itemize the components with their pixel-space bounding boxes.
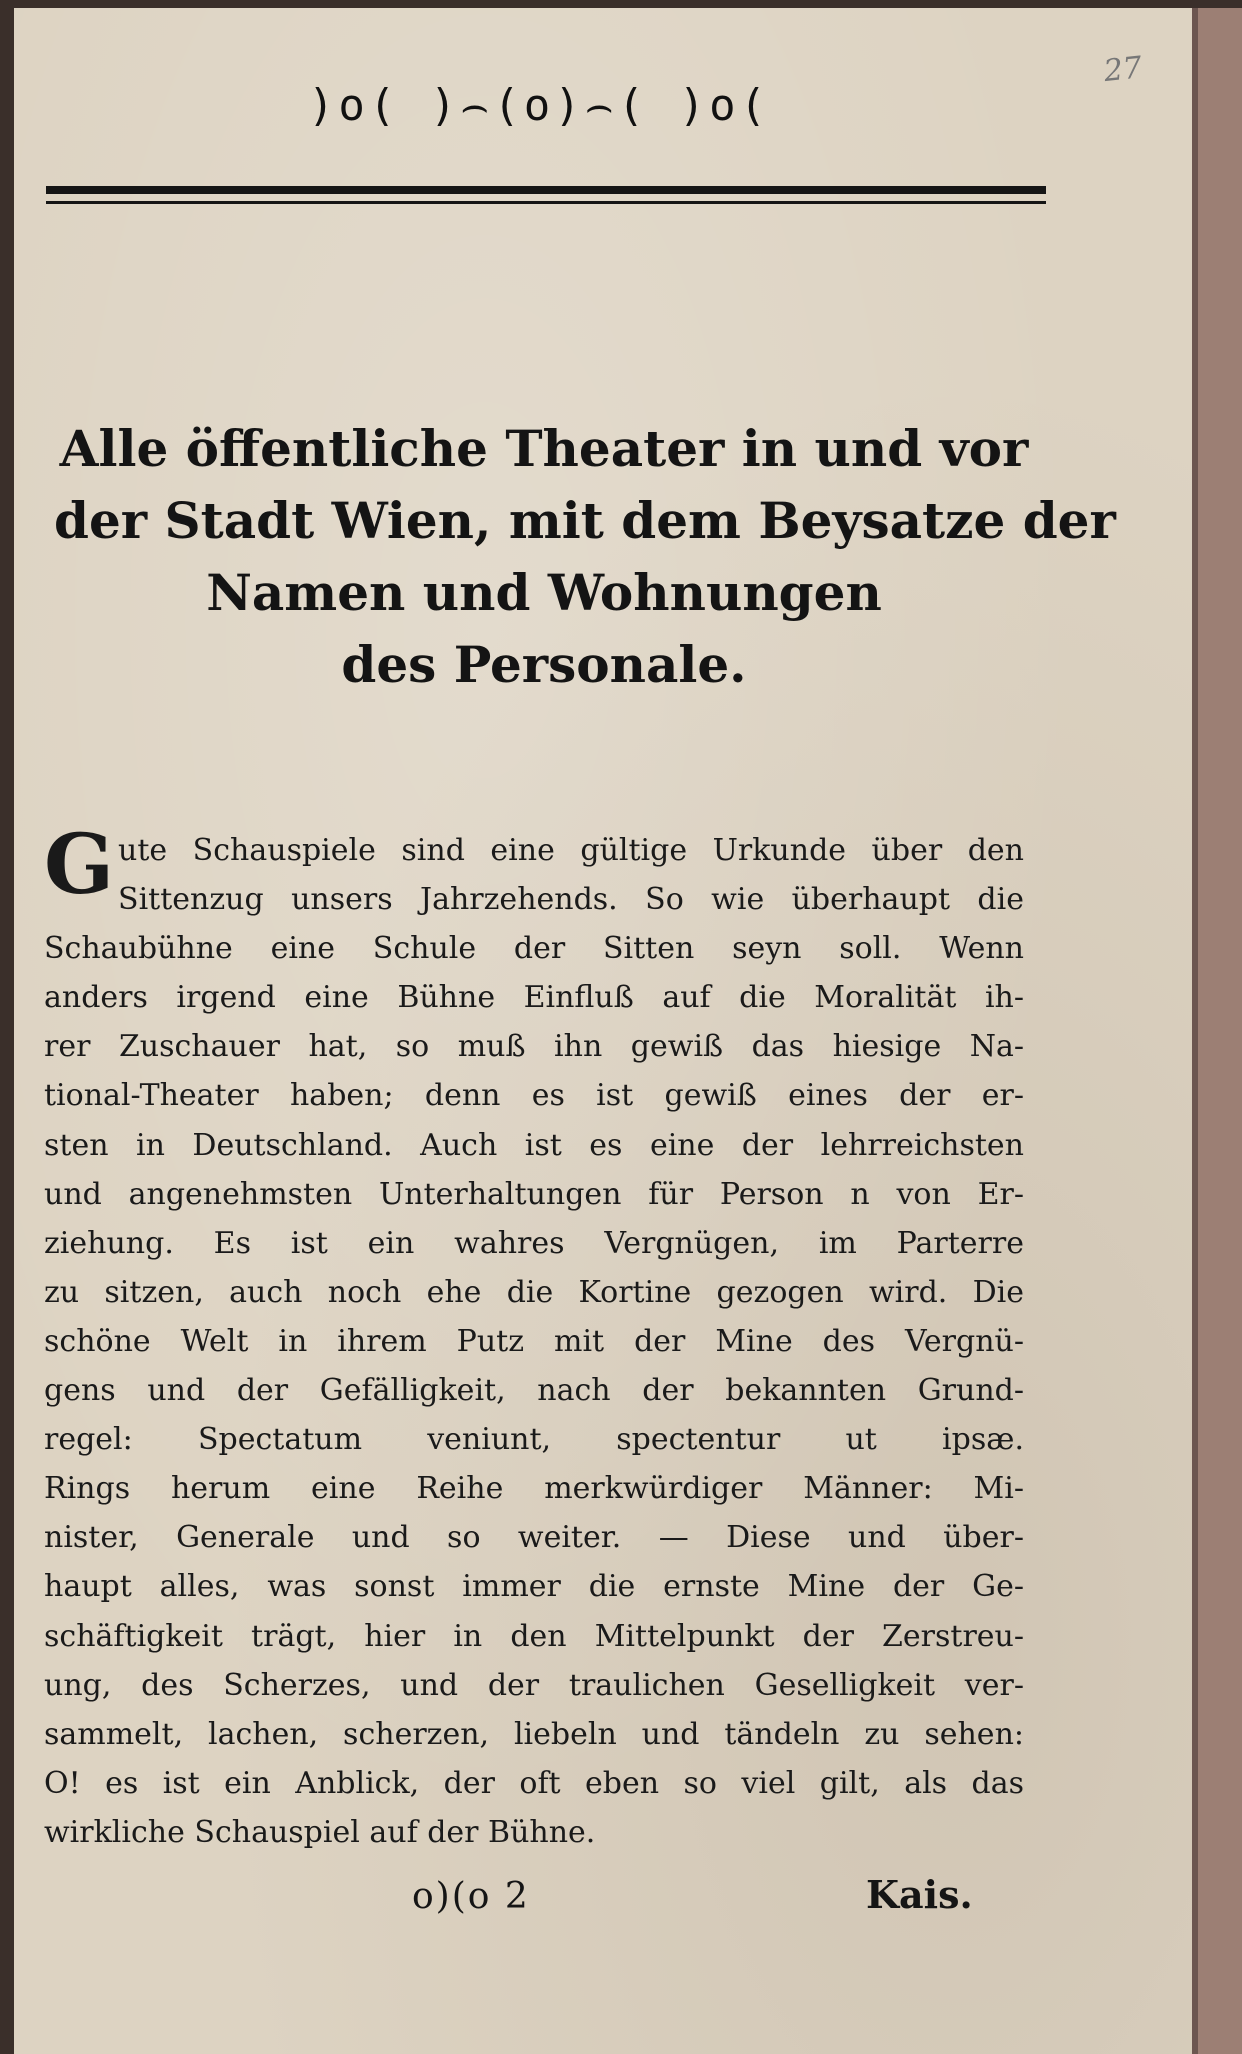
header-ornament: )o( )⌢(o)⌢( )o( (307, 80, 771, 131)
text-line: regel: Spectatum veniunt, spectentur ut ipsæ. (44, 1422, 1024, 1458)
text-line: Sittenzug unsers Jahrzehends. So wie überhaupt die (118, 882, 1024, 918)
drop-cap: G (44, 817, 115, 913)
text-line: nister, Generale und so weiter. — Diese und über- (44, 1520, 1024, 1556)
text-line: ung, des Scherzes, und der traulichen Geselligkeit ver- (44, 1667, 1024, 1703)
text-line: anders irgend eine Bühne Einfluß auf die Moralität ih- (44, 980, 1024, 1016)
handwritten-page-number: 27 (1102, 50, 1144, 90)
signature-mark: o)(o 2 (412, 1876, 530, 1917)
page-edge (1192, 8, 1242, 2054)
title-line: Alle öffentliche Theater in und vor (59, 419, 1029, 478)
title-line: der Stadt Wien, mit dem Beysatze der (54, 491, 1116, 550)
header-rule-thick (46, 186, 1046, 194)
title-line: des Personale. (341, 635, 747, 694)
text-line: haupt alles, was sonst immer die ernste Mine der Ge- (44, 1569, 1024, 1605)
text-line: wirkliche Schauspiel auf der Bühne. (44, 1814, 596, 1850)
text-line: schöne Welt in ihrem Putz mit der Mine des Vergnü- (44, 1323, 1024, 1359)
text-line: Schaubühne eine Schule der Sitten seyn soll. Wenn (44, 931, 1024, 967)
catchword: Kais. (866, 1872, 973, 1917)
book-page (0, 8, 1242, 2054)
page-footer (14, 1868, 1192, 1928)
text-line: rer Zuschauer hat, so muß ihn gewiß das hiesige Na- (44, 1029, 1024, 1065)
paper-sheet (14, 8, 1192, 2054)
text-line: ute Schauspiele sind eine gültige Urkunde über den (118, 833, 1024, 868)
text-line: zu sitzen, auch noch ehe die Kortine gezogen wird. Die (44, 1274, 1024, 1310)
text-line: schäftigkeit trägt, hier in den Mittelpunkt der Zerstreu- (44, 1618, 1024, 1654)
text-line: O! es ist ein Anblick, der oft eben so viel gilt, als das (44, 1765, 1024, 1801)
text-line: und angenehmsten Unterhaltungen für Person n von Er- (44, 1176, 1024, 1212)
chapter-title (54, 413, 1116, 701)
title-line: Namen und Wohnungen (206, 563, 882, 622)
header-rule-thin (46, 201, 1046, 204)
text-line: sten in Deutschland. Auch ist es eine der lehrreichsten (44, 1127, 1024, 1163)
body-text (44, 817, 1024, 1857)
text-line: ziehung. Es ist ein wahres Vergnügen, im Parterre (44, 1225, 1024, 1261)
text-line: Rings herum eine Reihe merkwürdiger Männer: Mi- (44, 1471, 1024, 1507)
text-line: tional-Theater haben; denn es ist gewiß eines der er- (44, 1078, 1024, 1114)
text-line: sammelt, lachen, scherzen, liebeln und tändeln zu sehen: (44, 1716, 1024, 1752)
text-line: gens und der Gefälligkeit, nach der bekannten Grund- (44, 1373, 1024, 1409)
